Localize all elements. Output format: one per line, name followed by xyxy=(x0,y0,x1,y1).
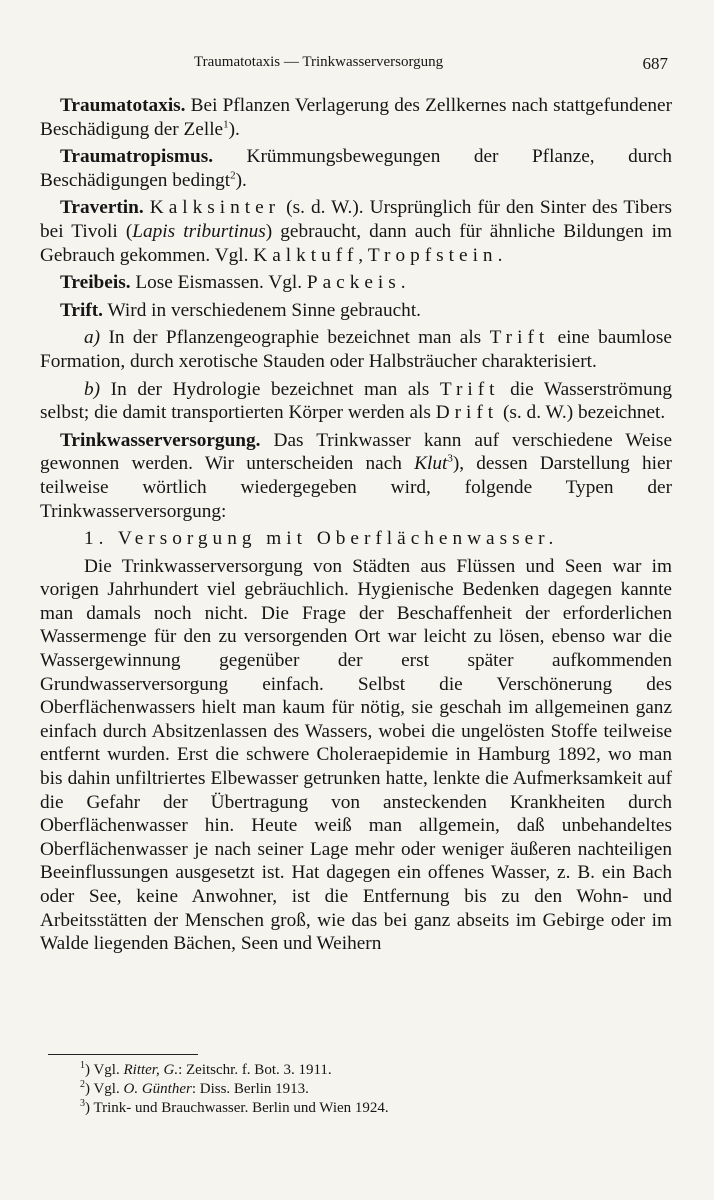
headword: Traumatotaxis. xyxy=(60,95,186,116)
spaced-term: Kalktuff xyxy=(253,244,359,266)
trift-sense-a xyxy=(40,326,672,373)
footnote-3 xyxy=(40,1099,672,1118)
page-body xyxy=(40,94,672,956)
entry-text: die Wasserströmung selbst; die damit transportierten Körper werden als xyxy=(40,378,672,424)
body-paragraph: Die Trinkwasserversorgung von Städten aus Flüssen und Seen war im vorigen Jahrhundert viel gebräuchlich. Hygienische Bedenken dagegen kannte man damals noch nicht. Die Frage der Beschaffenheit der erforderlichen Wassermenge für den zu versorgenden Ort war leicht zu lösen, ebenso war die Wassergewinnung gegenüber der erst später aufkommenden Grundwasserversorgung einfach. Selbst die Verschönerung des Oberflächenwassers hielt man kaum für nötig, sie geschah im allgemeinen ganz einfach durch Absitzenlassen des Wassers, wobei die ungelösten Stoffe teilweise entfernt wurden. Erst die schwere Choleraepidemie in Hamburg 1892, wo man bis dahin unfiltriertes Elbewasser getrunken hatte, lenkte die Aufmerksamkeit auf die Gefahr der Übertragung von ansteckenden Krankheiten durch Oberflächenwasser hin. Heute weiß man allgemein, daß unbehandeltes Oberflächenwasser je nach seiner Lage mehr oder weniger äußeren nachteiligen Beeinflussungen ausgesetzt ist. Hat dagegen ein offenes Wasser, z. B. ein Bach oder See, keine Anwohner, ist die Entfernung bis zu den Wohn- und Arbeitsstätten der Menschen groß, wie das bei ganz abseits im Gebirge oder im Walde liegenden Bächen, Seen und Weihern xyxy=(40,555,672,955)
entry-text: . xyxy=(400,272,406,294)
entry-text: , xyxy=(358,244,368,266)
footnote-text: : Diss. Berlin 1913. xyxy=(191,1081,309,1097)
entry-text: ) gebraucht, dann auch für ähnliche Bildungen im Gebrauch gekommen. Vgl. xyxy=(40,220,672,266)
entry-text: (s. d. W.) bezeichnet. xyxy=(498,402,666,424)
footnote-rule xyxy=(48,1054,198,1055)
footnote-2 xyxy=(40,1080,672,1099)
page-number: 687 xyxy=(642,54,668,73)
footnotes xyxy=(40,1054,672,1118)
footnote-text: ) Vgl. xyxy=(85,1062,124,1078)
section-heading: 1. Versorgung mit Oberflächenwasser. xyxy=(84,528,559,550)
entry-traumatotaxis xyxy=(40,94,672,141)
entry-text: (s. d. W.). Ursprünglich für den Sinter des Tibers bei Tivoli ( xyxy=(40,197,672,242)
spaced-term: Packeis xyxy=(306,272,401,294)
entry-text: eine baumlose Formation, durch xerotische Stauden oder Halbsträucher charakterisiert. xyxy=(40,327,672,372)
author-name: Klut xyxy=(414,453,448,475)
footnote-author: Ritter, G. xyxy=(123,1062,179,1078)
footnote-1 xyxy=(40,1061,672,1080)
headword: Travertin. xyxy=(60,197,144,219)
footnote-text: ) xyxy=(85,1100,94,1116)
footnote-text: ) Vgl. xyxy=(85,1081,124,1097)
footnote-ref: 1 xyxy=(223,118,229,131)
spaced-term: Tropfstein xyxy=(367,244,498,266)
entry-text: ). xyxy=(228,118,240,140)
spaced-term: Trift xyxy=(439,378,500,400)
footnote-author: O. Günther xyxy=(123,1081,192,1097)
headword: Trinkwasserversorgung. xyxy=(60,429,261,451)
spaced-term: Kalksinter xyxy=(149,197,281,219)
footnote-text: : Zeitschr. f. Bot. 3. 1911. xyxy=(178,1062,332,1078)
running-title: Traumatotaxis — Trinkwasserversorgung xyxy=(194,54,444,70)
spaced-term: Drift xyxy=(435,402,499,424)
entry-text: ). xyxy=(235,169,247,191)
entry-text: Krümmungsbewegungen der Pflanze, durch Beschädigungen bedingt xyxy=(40,146,672,191)
spaced-term: Trift xyxy=(489,327,550,349)
trift-sense-b xyxy=(40,378,672,425)
entry-trinkwasserversorgung xyxy=(40,429,672,523)
footnote-mark: 1 xyxy=(80,1060,85,1071)
headword: Trift. xyxy=(60,299,104,321)
headword: Traumatropismus. xyxy=(60,146,214,168)
entry-text: Bei Pflanzen Verlagerung des Zellkernes nach stattgefundener Beschädigung der Zelle xyxy=(40,95,672,140)
footnote-text: Trink- und Brauchwasser. Berlin und Wien 1924. xyxy=(93,1100,389,1116)
entry-travertin xyxy=(40,196,672,267)
sense-label: b) xyxy=(84,378,101,400)
entry-trift xyxy=(40,299,672,323)
footnote-mark: 3 xyxy=(80,1098,85,1109)
entry-text: ), dessen Darstellung hier teilweise wörtlich wiedergegeben wird, folgende Typen der Trinkwasserversorgung: xyxy=(40,453,672,522)
entry-text: In der Pflanzengeographie bezeichnet man als xyxy=(100,327,490,349)
entry-treibeis xyxy=(40,271,672,295)
sense-label: a) xyxy=(84,327,101,349)
entry-text: Das Trinkwasser kann auf verschiedene Weise gewonnen werden. Wir unterscheiden nach xyxy=(40,429,672,475)
footnote-mark: 2 xyxy=(80,1079,85,1090)
entry-text: Wird in verschiedenem Sinne gebraucht. xyxy=(103,299,421,321)
entry-text: . xyxy=(497,244,503,266)
entry-traumatropismus xyxy=(40,145,672,192)
headword: Treibeis. xyxy=(60,272,131,294)
footnote-ref: 2 xyxy=(230,169,236,182)
latin-term: Lapis triburtinus xyxy=(132,220,266,242)
entry-text: In der Hydrologie bezeichnet man als xyxy=(100,378,440,400)
entry-text: Lose Eismassen. Vgl. xyxy=(130,272,307,294)
footnote-ref: 3 xyxy=(447,452,453,465)
